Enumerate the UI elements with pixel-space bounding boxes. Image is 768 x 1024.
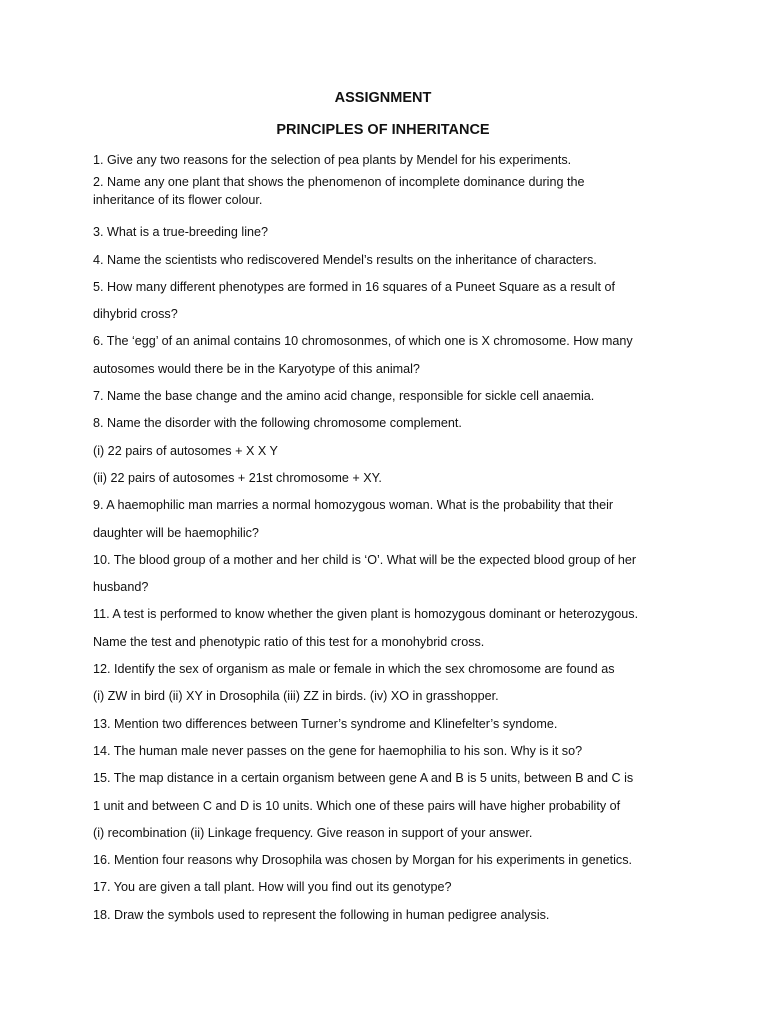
question-line: 9. A haemophilic man marries a normal homozygous woman. What is the probability that their — [93, 498, 614, 513]
question-line: 8. Name the disorder with the following chromosome complement. — [93, 416, 462, 431]
question-line: (i) recombination (ii) Linkage frequency. Give reason in support of your answer. — [93, 825, 533, 840]
question-line: 5. How many different phenotypes are formed in 16 squares of a Puneet Square as a result of — [93, 279, 616, 294]
question-line: 4. Name the scientists who rediscovered Mendel’s results on the inheritance of characters. — [93, 252, 597, 267]
question-line: daughter will be haemophilic? — [93, 525, 259, 540]
question-line: 17. You are given a tall plant. How will you find out its genotype? — [93, 880, 452, 895]
question-line: (i) 22 pairs of autosomes + X X Y — [93, 443, 278, 458]
question-line: 15. The map distance in a certain organism between gene A and B is 5 units, between B and C is — [93, 771, 634, 786]
document-title: ASSIGNMENT — [334, 90, 432, 106]
question-line: 11. A test is performed to know whether the given plant is homozygous dominant or heterozygous. — [93, 607, 639, 622]
question-line: (i) ZW in bird (ii) XY in Drosophila (iii) ZZ in birds. (iv) XO in grasshopper. — [93, 689, 499, 704]
question-line: 2. Name any one plant that shows the phenomenon of incomplete dominance during the — [93, 175, 585, 190]
question-line: 14. The human male never passes on the gene for haemophilia to his son. Why is it so? — [93, 743, 583, 758]
question-line: 7. Name the base change and the amino acid change, responsible for sickle cell anaemia. — [93, 389, 595, 404]
question-line: 13. Mention two differences between Turner’s syndrome and Klinefelter’s syndome. — [93, 716, 558, 731]
question-list — [93, 147, 708, 929]
question-line: inheritance of its flower colour. — [93, 192, 263, 207]
question-line: 12. Identify the sex of organism as male or female in which the sex chromosome are found as — [93, 662, 615, 677]
question-line: Name the test and phenotypic ratio of this test for a monohybrid cross. — [93, 634, 485, 649]
question-line: 1. Give any two reasons for the selection of pea plants by Mendel for his experiments. — [93, 153, 572, 167]
question-line: dihybrid cross? — [93, 307, 178, 322]
question-line: (ii) 22 pairs of autosomes + 21st chromosome + XY. — [93, 470, 382, 485]
question-line: 1 unit and between C and D is 10 units. Which one of these pairs will have higher probability of — [93, 798, 621, 813]
question-line: 18. Draw the symbols used to represent the following in human pedigree analysis. — [93, 907, 550, 922]
document-subtitle: PRINCIPLES OF INHERITANCE — [276, 122, 490, 138]
question-line: 10. The blood group of a mother and her child is ‘O’. What will be the expected blood group of her — [93, 552, 637, 567]
question-line: 3. What is a true-breeding line? — [93, 225, 269, 240]
question-line: autosomes would there be in the Karyotype of this animal? — [93, 361, 420, 376]
question-line: 16. Mention four reasons why Drosophila was chosen by Morgan for his experiments in genetics. — [93, 853, 633, 868]
question-line: 6. The ‘egg’ of an animal contains 10 chromosonmes, of which one is X chromosome. How many — [93, 334, 633, 349]
question-line: husband? — [93, 580, 149, 595]
